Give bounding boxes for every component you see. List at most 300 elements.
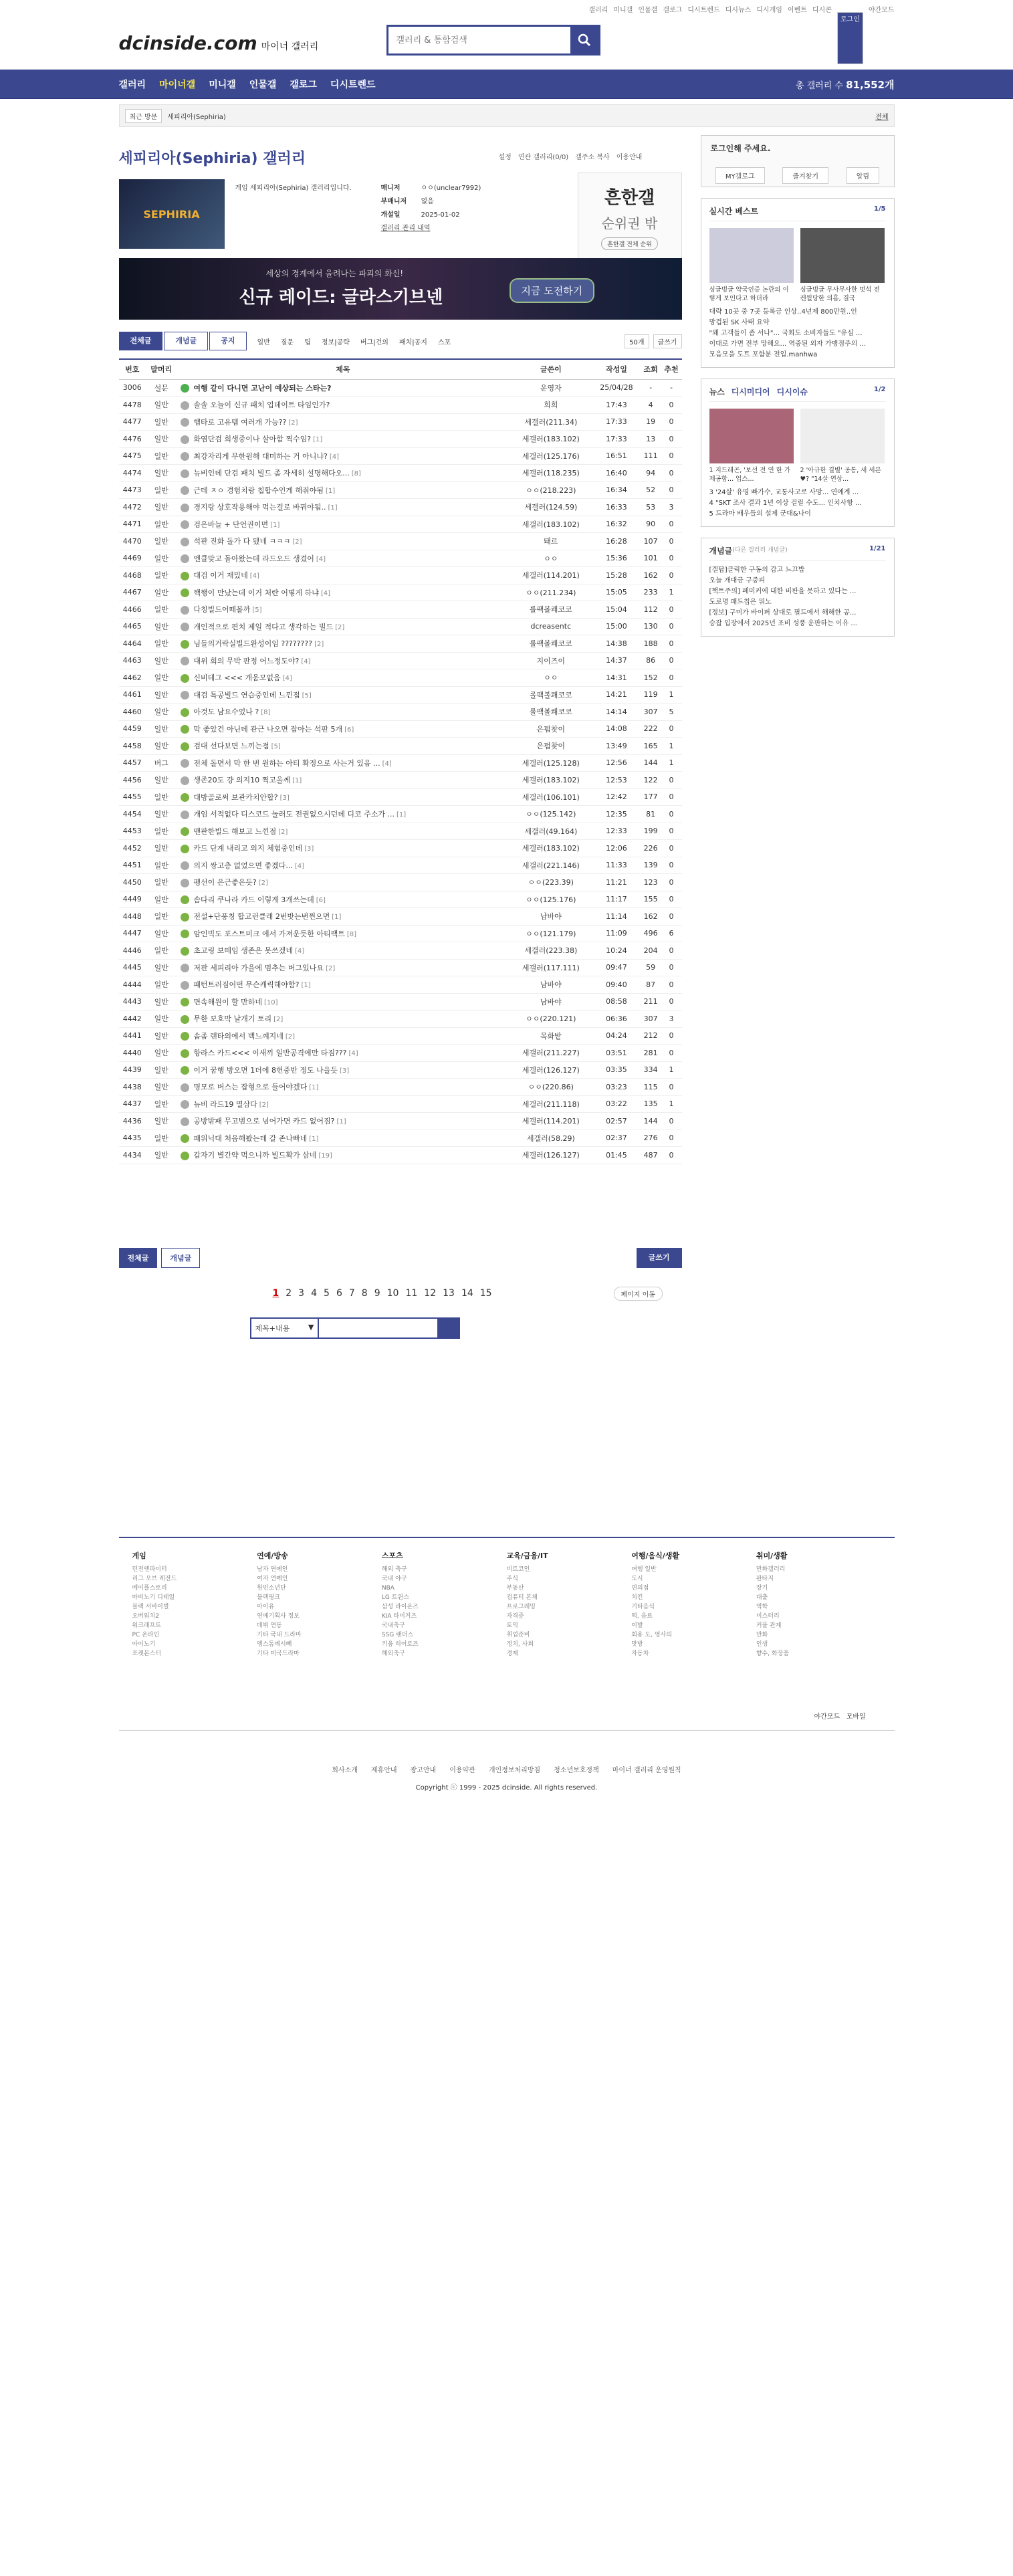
footer-link[interactable]: 이발 [631, 1622, 643, 1629]
post-writer[interactable]: 세갤러(106.101) [509, 788, 592, 806]
table-row[interactable] [119, 993, 682, 1010]
footer-link[interactable]: 여행 일반 [631, 1566, 657, 1573]
post-writer[interactable]: 세갤러(183.102) [509, 772, 592, 789]
post-title-text[interactable]: 무한 보호막 날개기 토리 [193, 1014, 272, 1024]
news-tab[interactable]: 뉴스 [709, 387, 725, 397]
top-link[interactable]: 갤로그 [663, 7, 683, 14]
recent-visit-item[interactable]: 세피리아(Sephiria) [167, 113, 226, 121]
table-row[interactable] [119, 942, 682, 960]
post-title-text[interactable]: 암인빅도 포스트미크 에서 가져운듯한 아티팩트 [193, 929, 345, 938]
post-writer[interactable]: 세갤러(183.102) [509, 516, 592, 533]
post-writer[interactable]: 목화밭 [509, 1027, 592, 1045]
recent-visit-all[interactable]: 전체 [875, 113, 889, 121]
footer-bottom-link[interactable]: 광고안내 [410, 1767, 437, 1774]
table-row[interactable] [119, 465, 682, 482]
head-item[interactable]: 일반 [257, 338, 270, 346]
post-writer[interactable]: ㅇㅇ(125.176) [509, 891, 592, 908]
table-row[interactable] [119, 823, 682, 840]
footer-link[interactable]: 커플 관계 [756, 1622, 782, 1629]
post-writer[interactable]: 남바야 [509, 908, 592, 926]
footer-link[interactable]: 연예기획사 정보 [257, 1613, 300, 1620]
footer-link[interactable]: 자격증 [506, 1613, 524, 1620]
ad-banner[interactable]: 세상의 경계에서 울려나는 파괴의 화신! 신규 레이드: 글라스기브넨 지금 도전하기 [119, 258, 682, 320]
footer-link[interactable]: 미스터리 [756, 1613, 780, 1620]
write-button-top[interactable]: 글쓰기 [653, 334, 682, 348]
post-title-text[interactable]: 패턴트러짐어떤 무슨캐릭해야함? [193, 980, 300, 990]
post-title[interactable] [177, 465, 509, 482]
top-link[interactable]: 야간모드 [868, 7, 895, 14]
post-writer[interactable]: 세갤러(221.146) [509, 857, 592, 874]
post-title[interactable] [177, 618, 509, 635]
table-row[interactable] [119, 891, 682, 908]
post-title-text[interactable]: 맨판한빌드 해보고 느낀점 [193, 827, 277, 836]
tab-notice[interactable]: 공지 [209, 332, 246, 350]
manage-link[interactable]: 갤러리 관리 내역 [380, 225, 431, 232]
post-writer[interactable]: 세갤러(125.128) [509, 754, 592, 772]
best-thumb-2[interactable] [800, 228, 885, 283]
post-title[interactable] [177, 840, 509, 857]
post-title[interactable] [177, 516, 509, 533]
gallery-tool[interactable]: 설정 [498, 154, 512, 161]
concept-item[interactable]: [갤탑]클릭한 구동의 갑고 느끄밥 [709, 566, 805, 574]
post-title[interactable] [177, 567, 509, 584]
post-title-text[interactable]: 갑자기 별간약 먹으니까 빌드확가 삼네 [193, 1151, 317, 1160]
post-title[interactable] [177, 1061, 509, 1079]
post-title[interactable] [177, 874, 509, 891]
post-title-text[interactable]: 전체 돌면서 막 한 번 원하는 아티 확정으로 사는거 있음 ... [193, 758, 380, 768]
best-item[interactable]: 이대로 가면 전부 망해요... 역중된 외자 가맹점주의 ... [709, 340, 867, 348]
table-row[interactable] [119, 738, 682, 755]
post-title[interactable] [177, 379, 509, 397]
post-title[interactable] [177, 823, 509, 840]
post-title[interactable] [177, 686, 509, 704]
post-title-text[interactable]: 개임 서적없다 디스코드 놀러도 전권없으시던데 디코 주소가 ... [193, 810, 395, 819]
footer-link[interactable]: 블랙 서바이벌 [132, 1604, 169, 1610]
footer-link[interactable]: 포켓몬스터 [132, 1650, 161, 1657]
post-title-text[interactable]: 석판 진화 돌가 다 됐네 ㅋㅋㅋ [193, 537, 291, 546]
post-writer[interactable]: ㅇㅇ(220.86) [509, 1079, 592, 1096]
footer-link[interactable]: 역학 [756, 1604, 768, 1610]
count-select[interactable]: 50개 [625, 334, 649, 348]
table-row[interactable] [119, 908, 682, 926]
footer-link[interactable]: 판타지 [756, 1576, 774, 1582]
footer-link[interactable]: 기타음식 [631, 1604, 655, 1610]
post-title[interactable] [177, 704, 509, 721]
top-link[interactable]: 디시게임 [756, 7, 782, 14]
post-writer[interactable]: 남바야 [509, 976, 592, 994]
head-item[interactable]: 패치|공지 [399, 338, 427, 346]
page-link[interactable]: 6 [336, 1288, 342, 1299]
post-title-text[interactable]: 면속해원이 할 만하네 [193, 997, 262, 1006]
post-title-text[interactable]: 항라스 카드<<< 이새끼 일반공격에만 타짐??? [193, 1049, 347, 1058]
footer-link[interactable]: 해외축구 [381, 1650, 405, 1657]
post-writer[interactable]: 세갤러(211.118) [509, 1095, 592, 1113]
footer-heading[interactable]: 게임 [132, 1551, 146, 1560]
table-row[interactable] [119, 499, 682, 516]
page-link[interactable]: 12 [424, 1288, 437, 1299]
post-title[interactable] [177, 635, 509, 653]
post-title[interactable] [177, 447, 509, 465]
footer-link[interactable]: 삼성 라이온즈 [381, 1604, 419, 1610]
footer-link[interactable]: 프로그래밍 [506, 1604, 536, 1610]
post-title[interactable] [177, 1045, 509, 1062]
post-title[interactable] [177, 1095, 509, 1113]
nav-item[interactable]: 인물갤 [249, 80, 277, 90]
post-title-text[interactable]: 솜좀 랜타의에서 백느꼐지네 [193, 1031, 284, 1041]
post-writer[interactable]: 세갤러(124.59) [509, 499, 592, 516]
mobile-link[interactable]: 모바일 [846, 1713, 866, 1721]
footer-link[interactable]: 리그 오브 레전드 [132, 1576, 177, 1582]
post-writer[interactable]: 세갤러(211.34) [509, 413, 592, 431]
table-row[interactable] [119, 447, 682, 465]
nav-item[interactable]: 미니갤 [209, 80, 236, 90]
page-link[interactable]: 15 [479, 1288, 492, 1299]
top-link[interactable]: 디시콘 [812, 7, 832, 14]
post-writer[interactable]: 지이즈이 [509, 652, 592, 669]
post-writer[interactable]: 세갤러(125.176) [509, 447, 592, 465]
post-writer[interactable]: 세갤러(114.201) [509, 567, 592, 584]
list-search-button[interactable] [437, 1319, 458, 1337]
best-thumb-1[interactable] [709, 228, 794, 283]
table-row[interactable] [119, 959, 682, 976]
post-title-text[interactable]: 솔솔 오늘이 신규 패치 업데이트 타임인가? [193, 401, 330, 410]
table-row[interactable] [119, 754, 682, 772]
footer-link[interactable]: NBA [381, 1585, 395, 1592]
table-row[interactable] [119, 704, 682, 721]
news-thumb-1[interactable] [709, 409, 794, 463]
list-search-input[interactable] [319, 1319, 437, 1337]
top-link[interactable]: 이벤트 [787, 7, 807, 14]
search-button[interactable] [570, 27, 598, 53]
post-title-text[interactable]: 검은바늘 + 단언권이면 [193, 520, 269, 529]
table-row[interactable] [119, 413, 682, 431]
footer-heading[interactable]: 여행/음식/생활 [631, 1551, 679, 1560]
table-row[interactable] [119, 806, 682, 823]
post-title[interactable] [177, 601, 509, 619]
news-item[interactable]: 5 드라마 배우들의 설제 군대&나이 [709, 510, 811, 518]
post-writer[interactable]: 롤팩볼쾌코코 [509, 601, 592, 619]
post-title-text[interactable]: 대검 이거 재밌네 [193, 571, 248, 580]
footer-link[interactable]: 워크래프트 [132, 1622, 161, 1629]
post-writer[interactable]: ㅇㅇ(125.142) [509, 806, 592, 823]
write-button[interactable]: 글쓰기 [637, 1248, 682, 1268]
top-link[interactable]: 로그인 [837, 12, 863, 64]
post-title-text[interactable]: 다칭빌드어떼볼까 [193, 605, 251, 615]
post-writer[interactable]: 세갤러(114.201) [509, 1113, 592, 1130]
page-move-button[interactable]: 페이지 이동 [614, 1287, 663, 1301]
post-title[interactable] [177, 959, 509, 976]
table-row[interactable] [119, 788, 682, 806]
post-title-text[interactable]: 검대 선다보면 느끼는점 [193, 742, 269, 751]
post-title-text[interactable]: 의지 쌍고층 없었으면 좋겠다... [193, 861, 293, 870]
footer-link[interactable]: 주식 [506, 1576, 518, 1582]
post-title-text[interactable]: 핵행이 만났는데 이거 처란 어떻게 하냐 [193, 588, 319, 597]
post-title[interactable] [177, 533, 509, 550]
footer-link[interactable]: 아이노기 [132, 1641, 156, 1648]
post-title-text[interactable]: 펭선이 은근좋은듯? [193, 878, 257, 887]
table-row[interactable] [119, 925, 682, 942]
footer-link[interactable]: 회용 도, 영사의 [631, 1632, 672, 1638]
head-item[interactable]: 버그|건의 [360, 338, 388, 346]
search-type-select[interactable]: 제목+내용 ▼ [251, 1319, 320, 1337]
post-title-text[interactable]: 햄타로 고유템 여러개 가능?? [193, 417, 287, 427]
footer-link[interactable]: 여자 연예인 [257, 1576, 288, 1582]
page-link[interactable]: 5 [324, 1288, 330, 1299]
rank-button[interactable]: 흔한갤 전체 순위 [601, 237, 658, 250]
post-title[interactable] [177, 976, 509, 994]
footer-link[interactable]: 향수, 화장품 [756, 1650, 790, 1657]
post-title-text[interactable]: 초고링 보떼임 생존은 못쓰겠네 [193, 946, 293, 956]
footer-bottom-link[interactable]: 개인정보처리방침 [488, 1767, 541, 1774]
table-row[interactable] [119, 1147, 682, 1164]
post-title[interactable] [177, 397, 509, 414]
best-item[interactable]: 모음모을 도트 포함분 전입.manhwa [709, 351, 818, 358]
footer-link[interactable]: 컴퓨터 본체 [506, 1594, 538, 1601]
footer-link[interactable]: 오버워치2 [132, 1613, 160, 1620]
footer-link[interactable]: 치킨 [631, 1594, 643, 1601]
footer-heading[interactable]: 교육/금융/IT [506, 1551, 548, 1560]
post-writer[interactable]: 세갤러(223.38) [509, 942, 592, 960]
post-title[interactable] [177, 942, 509, 960]
post-title[interactable] [177, 1010, 509, 1028]
post-title-text[interactable]: 아것도 남요수었나 ? [193, 708, 259, 717]
post-writer[interactable]: ㅇㅇ(220.121) [509, 1010, 592, 1028]
footer-link[interactable]: 국내 야구 [381, 1576, 407, 1582]
table-row[interactable] [119, 618, 682, 635]
post-writer[interactable]: 세갤러(58.29) [509, 1130, 592, 1147]
post-title[interactable] [177, 1113, 509, 1130]
post-title[interactable] [177, 908, 509, 926]
login-shortcut[interactable]: MY갤로그 [715, 167, 765, 184]
nav-item[interactable]: 갤로그 [290, 80, 317, 90]
post-title[interactable] [177, 720, 509, 738]
table-row[interactable] [119, 567, 682, 584]
table-row[interactable] [119, 686, 682, 704]
gallery-tool[interactable]: 이용안내 [616, 154, 643, 161]
table-row[interactable] [119, 1010, 682, 1028]
footer-link[interactable]: 마비노기 디테일 [132, 1594, 175, 1601]
post-title-text[interactable]: 뉴비 라드19 멸삼다 [193, 1099, 257, 1109]
footer-link[interactable]: 맛방 [631, 1641, 643, 1648]
post-title-text[interactable]: 명모로 버스는 잡형으로 들어야겠다 [193, 1083, 308, 1092]
post-writer[interactable]: ㅇㅇ(218.223) [509, 481, 592, 499]
footer-bottom-link[interactable]: 제휴안내 [370, 1767, 397, 1774]
footer-link[interactable]: KIA 타이거즈 [381, 1613, 417, 1620]
footer-link[interactable]: 만화갤러리 [756, 1566, 786, 1573]
footer-heading[interactable]: 연예/방송 [257, 1551, 288, 1560]
footer-bottom-link[interactable]: 마이너 갤러리 운영원칙 [612, 1767, 681, 1774]
table-row[interactable] [119, 1061, 682, 1079]
footer-link[interactable]: 인생 [756, 1641, 768, 1648]
top-link[interactable]: 갤러리 [588, 7, 608, 14]
footer-link[interactable]: 키움 히어로즈 [381, 1641, 419, 1648]
post-title-text[interactable]: 이거 꿈행 방오면 1더에 8헌중반 정도 나을듯 [193, 1065, 338, 1075]
post-writer[interactable]: 세갤러(49.164) [509, 823, 592, 840]
concept-item[interactable]: [정보] 구미가 바이퍼 상대로 필드에서 해해한 공... [709, 609, 857, 617]
post-writer[interactable]: ㅇㅇ(211.234) [509, 584, 592, 601]
footer-link[interactable]: 던전앤파이터 [132, 1566, 167, 1573]
post-title[interactable] [177, 652, 509, 669]
footer-link[interactable]: 대출 [756, 1594, 768, 1601]
table-row[interactable] [119, 481, 682, 499]
footer-link[interactable]: PC 온라인 [132, 1632, 160, 1638]
post-title[interactable] [177, 772, 509, 789]
post-title-text[interactable]: 님들의거락실빌드완성이임 ???????? [193, 639, 313, 649]
page-link[interactable]: 7 [348, 1288, 355, 1299]
table-row[interactable] [119, 1045, 682, 1062]
table-row[interactable] [119, 720, 682, 738]
post-writer[interactable]: 롤팩볼쾌코코 [509, 704, 592, 721]
table-row[interactable] [119, 1113, 682, 1130]
table-row[interactable] [119, 601, 682, 619]
post-title[interactable] [177, 806, 509, 823]
footer-link[interactable]: 엠스톰메시빼 [257, 1641, 292, 1648]
table-row[interactable] [119, 635, 682, 653]
post-title[interactable] [177, 891, 509, 908]
post-title-text[interactable]: 대위 회의 무박 판정 어느정도야? [193, 656, 300, 665]
post-title[interactable] [177, 550, 509, 567]
post-writer[interactable]: 돼르 [509, 533, 592, 550]
footer-link[interactable]: 도시 [631, 1576, 643, 1582]
post-title[interactable] [177, 1027, 509, 1045]
post-title-text[interactable]: 최강자리게 무한원해 대미하는 거 아니냐? [193, 451, 328, 461]
table-row[interactable] [119, 379, 682, 397]
footer-link[interactable]: 장기 [756, 1585, 768, 1592]
page-link[interactable]: 3 [298, 1288, 305, 1299]
post-writer[interactable]: 은펌찾이 [509, 720, 592, 738]
bottom-best-button[interactable]: 개념글 [161, 1248, 200, 1268]
post-writer[interactable]: 남바야 [509, 993, 592, 1010]
post-writer[interactable]: 세갤러(183.102) [509, 431, 592, 448]
best-item[interactable]: 망겁된 SK 사태 요약 [709, 319, 770, 326]
post-title[interactable] [177, 788, 509, 806]
concept-item[interactable]: 승잡 입장에서 2025년 조비 성풍 운판하는 이유 ... [709, 620, 857, 627]
gallery-title[interactable]: 세피리아(Sephiria) 갤러리 [118, 150, 306, 167]
login-shortcut[interactable]: 알림 [847, 167, 879, 184]
post-writer[interactable]: ㅇㅇ(223.39) [509, 874, 592, 891]
post-title-text[interactable]: 근데 ㅈㅇ 경험치랑 칩합수인게 해줘야됨 [193, 486, 324, 495]
footer-link[interactable]: 원빈소년단 [257, 1585, 286, 1592]
tab-all[interactable]: 전체글 [119, 332, 163, 350]
page-link[interactable]: 13 [443, 1288, 455, 1299]
table-row[interactable] [119, 840, 682, 857]
news-tab[interactable]: 디시이슈 [776, 387, 808, 397]
post-title[interactable] [177, 857, 509, 874]
table-row[interactable] [119, 397, 682, 414]
table-row[interactable] [119, 550, 682, 567]
top-link[interactable]: 미니갤 [613, 7, 633, 14]
post-title-text[interactable]: 저판 세피리아 가을에 멈추는 버그있나요 [193, 963, 324, 972]
post-title-text[interactable]: 개인적으로 편치 제일 적다고 생각하는 빌드 [193, 622, 334, 631]
page-link[interactable]: 11 [405, 1288, 418, 1299]
footer-link[interactable]: 떡, 음료 [631, 1613, 653, 1620]
page-link[interactable]: 10 [386, 1288, 399, 1299]
login-shortcut[interactable]: 즐겨찾기 [782, 167, 828, 184]
post-writer[interactable]: 세갤러(126.127) [509, 1061, 592, 1079]
gallery-tool[interactable]: 갤주소 복사 [575, 154, 610, 161]
post-writer[interactable]: dcreasentc [509, 618, 592, 635]
post-title[interactable] [177, 413, 509, 431]
post-title-text[interactable]: 뉴비인데 단검 패치 빌드 좀 자세히 설명해다오... [193, 469, 350, 478]
head-item[interactable]: 질문 [280, 338, 294, 346]
table-row[interactable] [119, 874, 682, 891]
page-link[interactable]: 14 [461, 1288, 473, 1299]
post-title-text[interactable]: 전설+단풍칭 합고런클래 2번밧는번쩐으면 [193, 912, 330, 922]
post-writer[interactable]: 롤팩볼쾌코코 [509, 686, 592, 704]
bottom-all-button[interactable]: 전체글 [119, 1248, 158, 1268]
post-title[interactable] [177, 669, 509, 687]
post-writer[interactable]: 은펌찾이 [509, 738, 592, 755]
post-writer[interactable]: 세갤러(118.235) [509, 465, 592, 482]
footer-bottom-link[interactable]: 회사소개 [332, 1767, 358, 1774]
footer-link[interactable]: 기타 국내 드라마 [257, 1632, 302, 1638]
footer-link[interactable]: 편의점 [631, 1585, 649, 1592]
table-row[interactable] [119, 431, 682, 448]
post-title-text[interactable]: 대방골로써 보관카치안합? [193, 792, 278, 802]
table-row[interactable] [119, 1027, 682, 1045]
post-title[interactable] [177, 481, 509, 499]
post-title-text[interactable]: 솜다리 쿠나라 카드 이렇게 3개쓰는데 [193, 895, 314, 904]
footer-bottom-link[interactable]: 이용약관 [449, 1767, 475, 1774]
table-row[interactable] [119, 1095, 682, 1113]
post-title[interactable] [177, 925, 509, 942]
post-title[interactable] [177, 1079, 509, 1096]
post-title-text[interactable]: 대검 특공빌드 연습중인데 느낀점 [193, 690, 300, 700]
post-writer[interactable]: 운영자 [509, 379, 592, 397]
post-writer[interactable]: 희희 [509, 397, 592, 414]
footer-link[interactable]: 만화 [756, 1632, 768, 1638]
top-link[interactable]: 인물갤 [638, 7, 658, 14]
best-item[interactable]: "왜 고객들이 좀 서나"... 국회도 소비자들도 "유심 ... [709, 330, 863, 337]
post-title[interactable] [177, 993, 509, 1010]
post-title[interactable] [177, 499, 509, 516]
post-title[interactable] [177, 1147, 509, 1164]
nav-item[interactable]: 마이너갤 [159, 80, 196, 90]
table-row[interactable] [119, 1130, 682, 1147]
footer-link[interactable]: SSG 랜더스 [381, 1632, 414, 1638]
post-title-text[interactable]: 막 좋았건 아닌데 관근 나오면 잡아는 석판 5개 [193, 724, 343, 734]
post-title-text[interactable]: 화염단검 희생중이나 살아함 찍수임? [193, 435, 312, 444]
night-mode-link[interactable]: 야간모드 [814, 1713, 840, 1721]
footer-link[interactable]: 기타 미국드라마 [257, 1650, 300, 1657]
news-item[interactable]: 4 "SKT 조사 결과 1년 이상 걸릴 수도... 인치사항 ... [709, 500, 862, 507]
best-item[interactable]: 대략 10곳 중 7곳 등록금 인상..4년제 800만원..인 [709, 308, 857, 316]
page-link[interactable]: 4 [311, 1288, 318, 1299]
concept-item[interactable]: 오늘 개대금 구중피 [709, 577, 766, 584]
post-title-text[interactable]: 패워닉대 처음해봤는데 갈 존나빠네 [193, 1134, 308, 1143]
table-row[interactable] [119, 772, 682, 789]
nav-item[interactable]: 디시트렌드 [330, 80, 376, 90]
post-writer[interactable]: ㅇㅇ [509, 550, 592, 567]
post-writer[interactable]: ㅇㅇ(121.179) [509, 925, 592, 942]
footer-heading[interactable]: 취미/생활 [756, 1551, 788, 1560]
post-title[interactable] [177, 738, 509, 755]
head-item[interactable]: 팁 [304, 338, 311, 346]
footer-link[interactable]: 메이플스토리 [132, 1585, 167, 1592]
post-writer[interactable]: 세갤러(183.102) [509, 840, 592, 857]
footer-link[interactable]: 해외 축구 [381, 1566, 407, 1573]
concept-item[interactable]: 도로명 패드칩은 뭐노 [709, 599, 772, 606]
post-writer[interactable]: 세갤러(117.111) [509, 959, 592, 976]
post-title-text[interactable]: 경지랑 상호작용해야 먹는걸로 바꿔야됨.. [193, 503, 326, 512]
news-tab[interactable]: 디시미디어 [731, 387, 770, 397]
table-row[interactable] [119, 652, 682, 669]
post-title[interactable] [177, 431, 509, 448]
footer-link[interactable]: 취업준비 [506, 1632, 530, 1638]
news-thumb-2[interactable] [800, 409, 885, 463]
login-prompt[interactable]: 로그인해 주세요. [710, 144, 771, 153]
footer-link[interactable]: 국내축구 [381, 1622, 405, 1629]
